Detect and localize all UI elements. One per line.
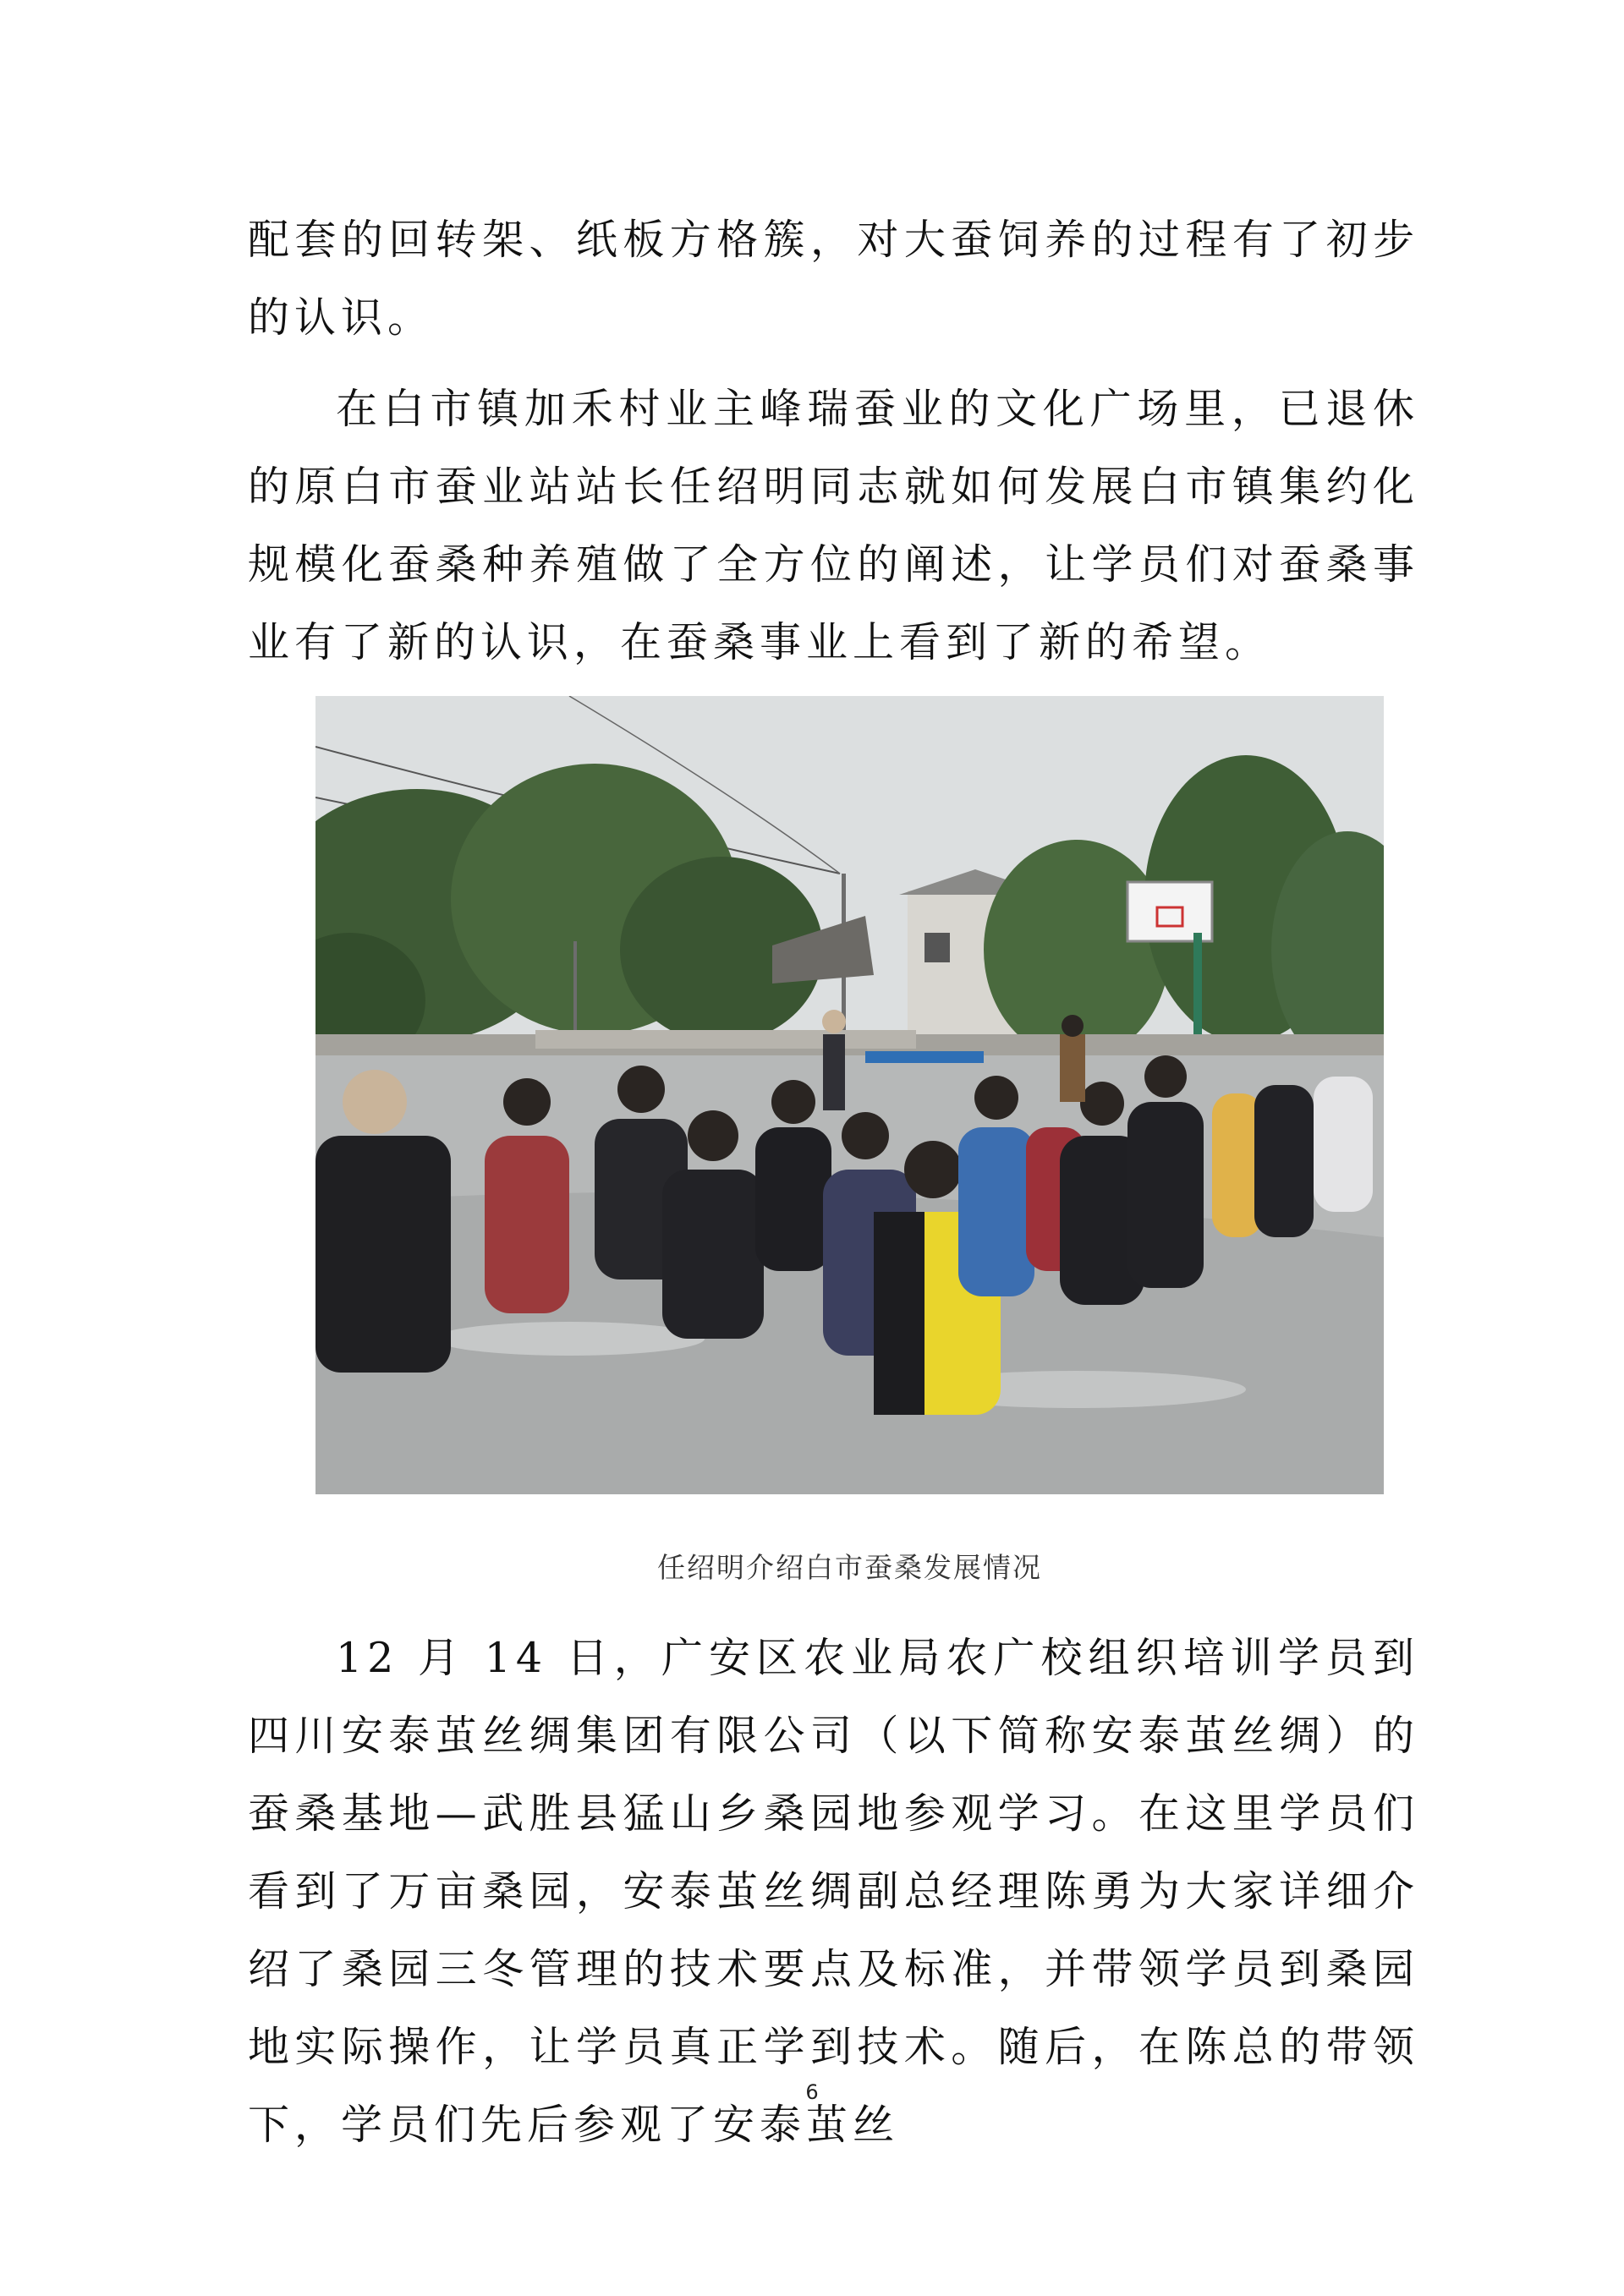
photo-illustration — [315, 696, 1384, 1494]
paragraph-baishi-plaza: 在白市镇加禾村业主峰瑞蚕业的文化广场里，已退休的原白市蚕业站站长任绍明同志就如何发展白市镇集约化规模化蚕桑种养殖做了全方位的阐述，让学员们对蚕桑事业有了新的认识，在蚕桑事业上看到了新的希望。 — [248, 385, 1419, 666]
photo-training-group — [315, 696, 1384, 1494]
page-number: 6 — [805, 2080, 819, 2104]
paragraph-dec14-visit: 12 月 14 日，广安区农业局农广校组织培训学员到四川安泰茧丝绸集团有限公司（以下简称安泰茧丝绸）的蚕桑基地—武胜县猛山乡桑园地参观学习。在这里学员们看到了万亩桑园，安泰茧丝绸副总经理陈勇为大家详细介绍了桑园三冬管理的技术要点及标准，并带领学员到桑园地实际操作，让学员真正学到技术。随后，在陈总的带领下，学员们先后参观了安泰茧丝 — [248, 1634, 1419, 2149]
photo-caption: 任绍明介绍白市蚕桑发展情况 — [657, 1551, 1042, 1584]
paragraph-continuation: 配套的回转架、纸板方格簇，对大蚕饲养的过程有了初步的认识。 — [248, 216, 1419, 342]
